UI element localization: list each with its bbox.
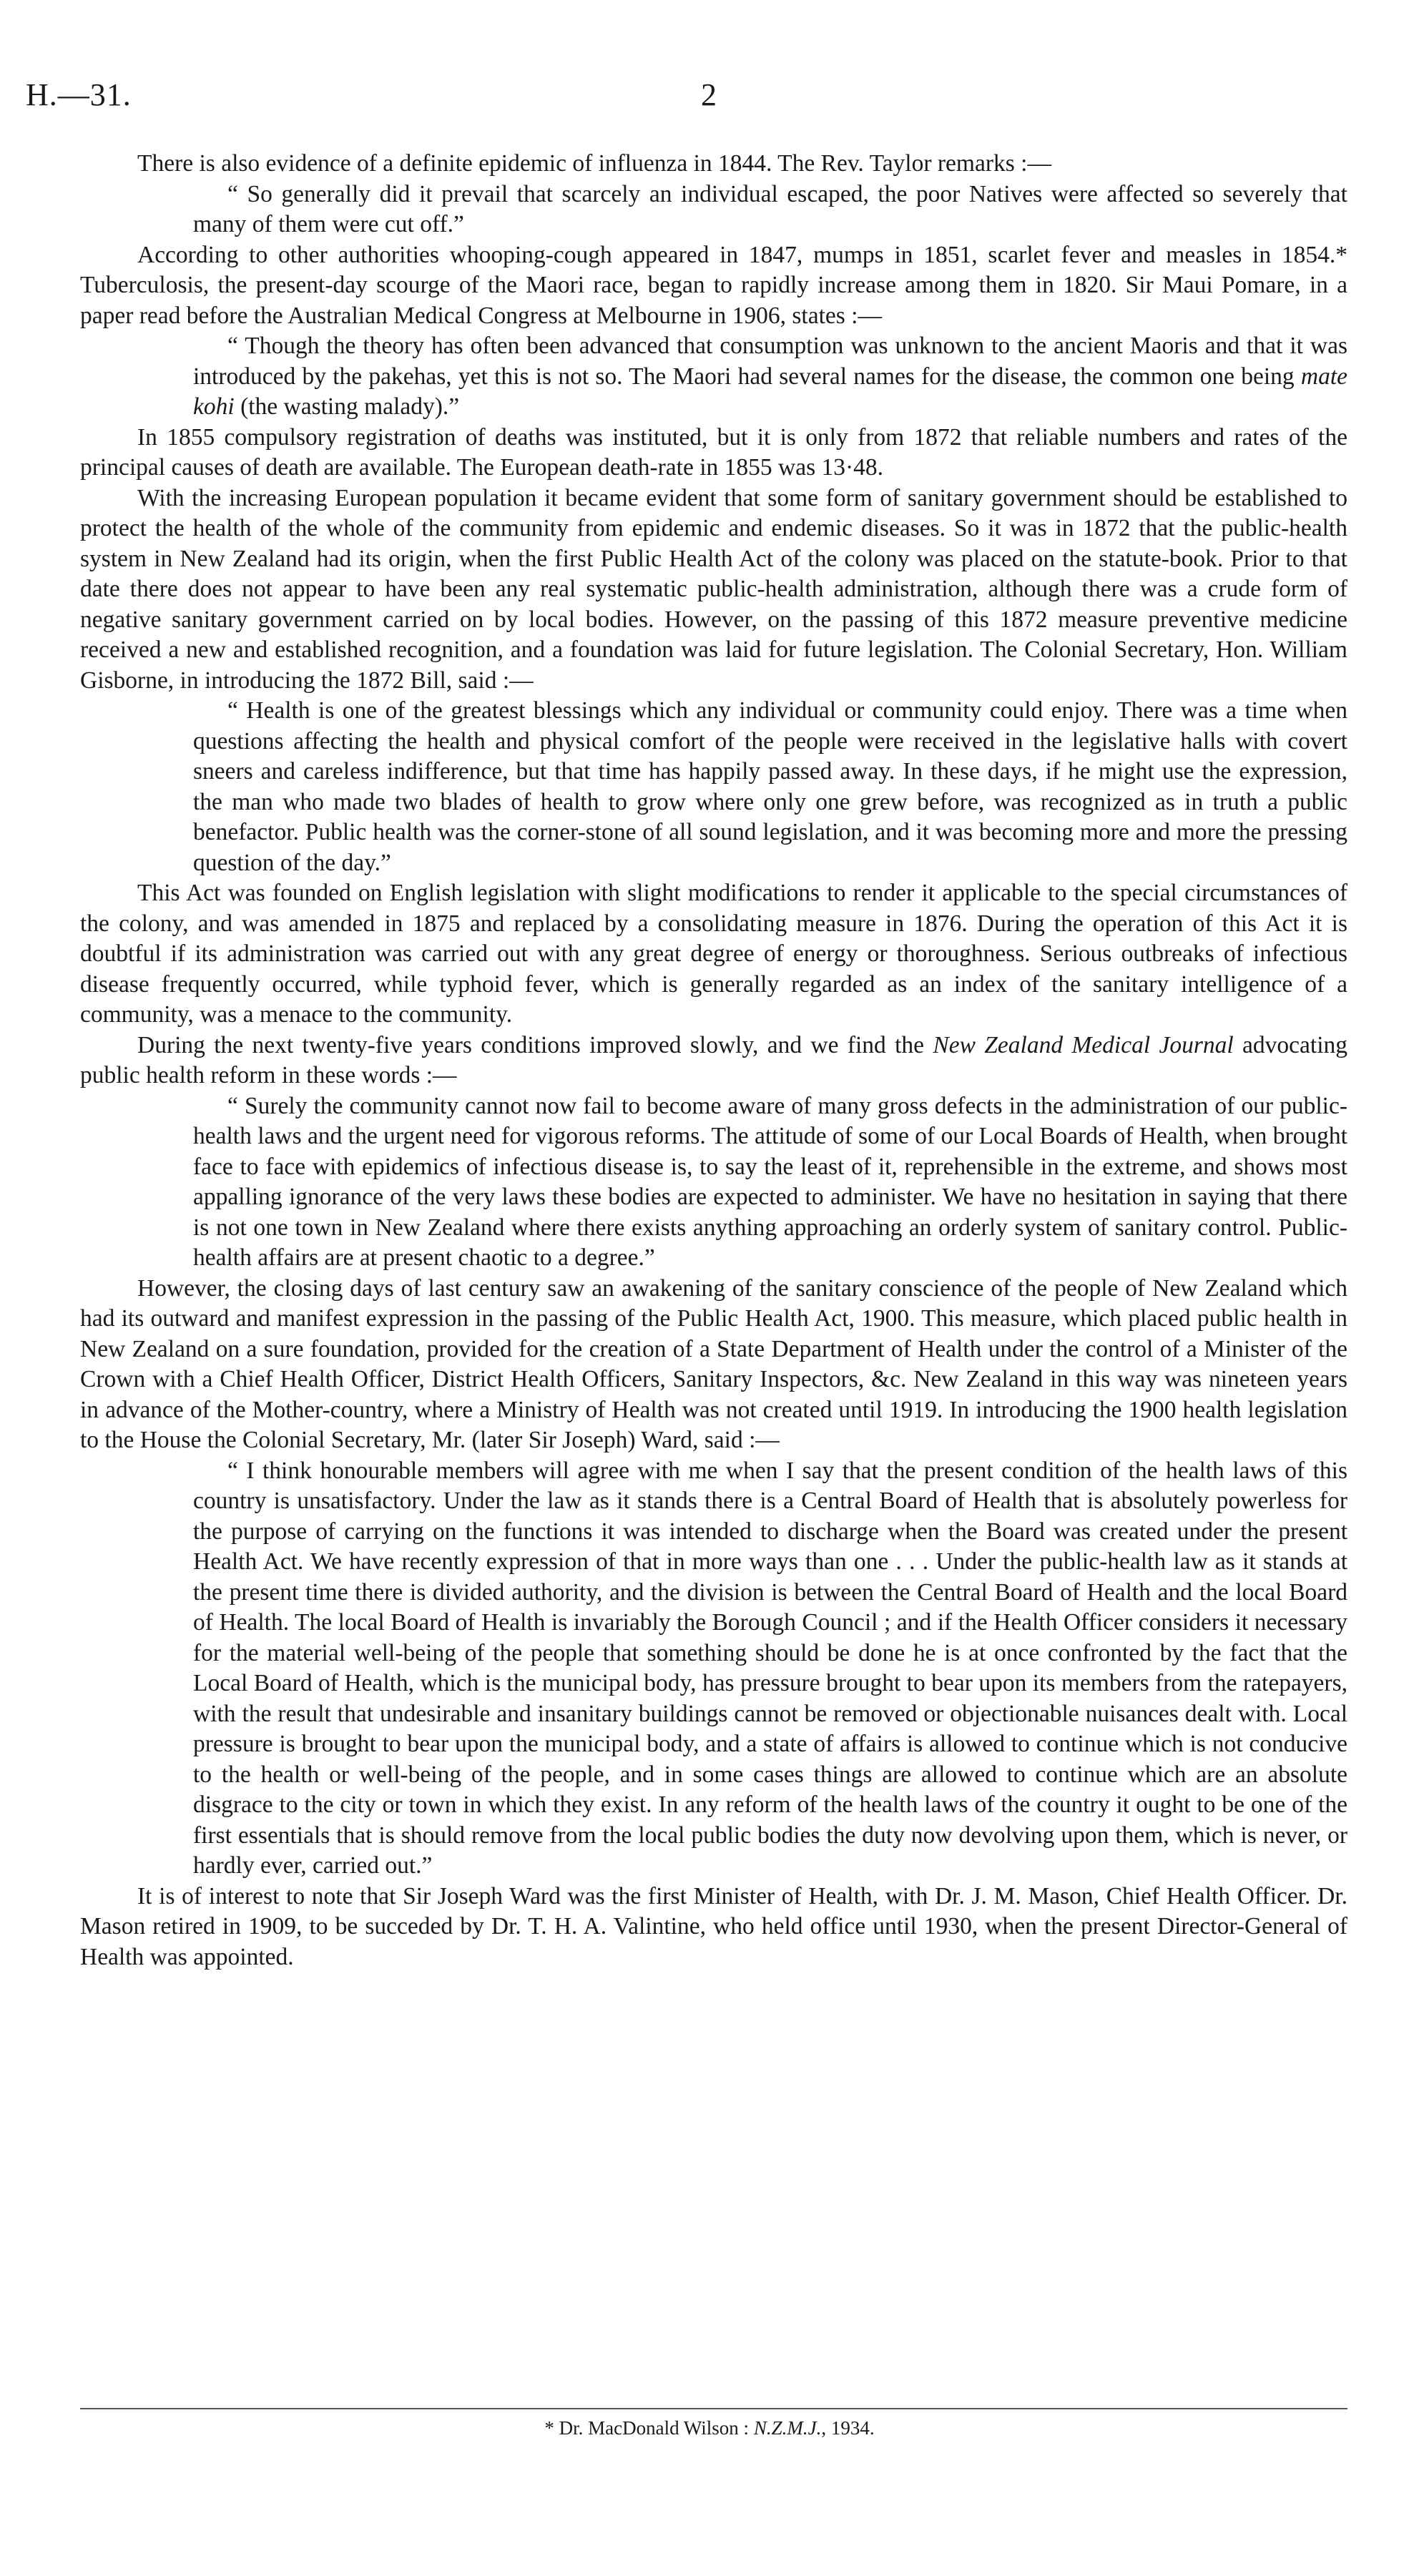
paragraph: With the increasing European population it became evident that some form of sanitary government should be established to protect the health of the whole of the community from epidemic and endemic diseases. So it was in 1872 that the public-health system in New Zealand had its origin, when the first Public Health Act of the colony was placed on the statute-book. Prior to that date there does not appear to have been any real systematic public-health administration, although there was a crude form of negative sanitary government carried on by local bodies. However, on the passing of this 1872 measure preventive medicine received a new and established recognition, and a foundation was laid for future legislation. The Colonial Secretary, Hon. William Gisborne, in introducing the 1872 Bill, said :—	[80, 484, 1347, 694]
paragraph: It is of interest to note that Sir Joseph Ward was the first Minister of Health, with Dr. J. M. Mason, Chief Health Officer. Dr. Mason retired in 1909, to be succeded by Dr. T. H. A. Valintine, who held office until 1930, when the present Director-General of Health was appointed.	[80, 1882, 1347, 1970]
document-body	[80, 149, 1347, 1972]
quote-text: “ Though the theory has often been advanced that consumption was unknown to the ancient Maoris and that it was introduced by the pakehas, yet this is not so. The Maori had several names for the disease, the common one being	[193, 333, 1347, 390]
paragraph-text: advocating public health reform in these words :—	[80, 1031, 1348, 1088]
quote-text: (the wasting malady).”	[240, 393, 460, 420]
document-reference: H.—31.	[26, 77, 132, 112]
footnote-text: , 1934.	[821, 2417, 875, 2439]
block-quote: “ Surely the community cannot now fail to become aware of many gross defects in the administration of our public-health laws and the urgent need for vigorous reforms. The attitude of some of our Local Boards of Health, when brought face to face with epidemics of infectious disease is, to say the least of it, reprehensible in the extreme, and shows most appalling ignorance of the very laws these bodies are expected to administer. We have no hesitation in saying that there is not one town in New Zealand where there exists anything approaching an orderly system of sanitary control. Public-health affairs are at present chaotic to a degree.”	[193, 1092, 1347, 1271]
paragraph: There is also evidence of a definite epidemic of influenza in 1844. The Rev. Taylor remarks :—	[137, 150, 1051, 177]
paragraph: In 1855 compulsory registration of deaths was instituted, but it is only from 1872 that reliable numbers and rates of the principal causes of death are available. The European death-rate in 1855 was 13·48.	[80, 423, 1347, 481]
paragraph: This Act was founded on English legislation with slight modifications to render it applicable to the special circumstances of the colony, and was amended in 1875 and replaced by a consolidating measure in 1876. During the operation of this Act it is doubtful if its administration was carried out with any great degree of energy or thoroughness. Serious outbreaks of infectious disease frequently occurred, while typhoid fever, which is generally regarded as an index of the sanitary intelligence of a community, was a menace to the community.	[80, 880, 1347, 1028]
paragraph-text: During the next twenty-five years conditions improved slowly, and we find the	[137, 1031, 925, 1058]
italic-term: mate kohi	[193, 363, 1347, 420]
italic-journal-title: New Zealand Medical Journal	[933, 1031, 1234, 1058]
block-quote: “ So generally did it prevail that scarcely an individual escaped, the poor Natives were affected so severely that many of them were cut off.”	[193, 180, 1347, 237]
footnote-divider	[80, 2408, 1347, 2409]
block-quote: “ I think honourable members will agree with me when I say that the present condition of the health laws of this country is unsatisfactory. Under the law as it stands there is a Central Board of Health that is absolutely powerless for the purpose of carrying on the functions it was intended to discharge when the Board was created under the present Health Act. We have recently expression of that in more ways than one . . . Under the public-health law as it stands at the present time there is divided authority, and the division is between the Central Board of Health and the local Board of Health. The local Board of Health is invariably the Borough Council ; and if the Health Officer considers it necessary for the material well-being of the people that something should be done he is at once confronted by the fact that the Local Board of Health, which is the municipal body, has pressure brought to bear upon its members from the ratepayers, with the result that undesirable and insanitary buildings cannot be removed or objectionable nuisances dealt with. Local pressure is brought to bear upon the municipal body, and a state of affairs is allowed to continue which is not conducive to the health or well-being of the people, and in some cases things are allowed to continue which are an absolute disgrace to the city or town in which they exist. In any reform of the health laws of the country it ought to be one of the first essentials that is should remove from the local public bodies the duty now devolving upon them, which is never, or hardly ever, carried out.”	[193, 1457, 1347, 1879]
page-number: 2	[701, 77, 717, 112]
paragraph: According to other authorities whooping-cough appeared in 1847, mumps in 1851, scarlet fever and measles in 1854.* Tuberculosis, the present-day scourge of the Maori race, began to rapidly increase among them in 1820. Sir Maui Pomare, in a paper read before the Australian Medical Congress at Melbourne in 1906, states :—	[80, 241, 1347, 329]
block-quote: “ Health is one of the greatest blessings which any individual or community could enjoy. There was a time when questions affecting the health and physical comfort of the people were received in the legislative halls with covert sneers and careless indifference, but that time has happily passed away. In these days, if he might use the expression, the man who made two blades of health to grow where only one grew before, was recognized as in truth a public benefactor. Public health was the corner-stone of all sound legislation, and it was becoming more and more the pressing question of the day.”	[193, 697, 1347, 876]
paragraph: However, the closing days of last century saw an awakening of the sanitary conscience of the people of New Zealand which had its outward and manifest expression in the passing of the Public Health Act, 1900. This measure, which placed public health in New Zealand on a sure foundation, provided for the creation of a State Department of Health under the control of a Minister of the Crown with a Chief Health Officer, District Health Officers, Sanitary Inspectors, &c. New Zealand in this way was nineteen years in advance of the Mother-country, where a Ministry of Health was not created until 1919. In introducing the 1900 health legislation to the House the Colonial Secretary, Mr. (later Sir Joseph) Ward, said :—	[80, 1274, 1347, 1453]
footnote-journal: N.Z.M.J.	[753, 2417, 822, 2439]
footnote-text: * Dr. MacDonald Wilson :	[544, 2417, 750, 2439]
paragraph	[80, 1031, 1347, 1091]
block-quote	[193, 331, 1347, 423]
footnote	[0, 2416, 1419, 2440]
